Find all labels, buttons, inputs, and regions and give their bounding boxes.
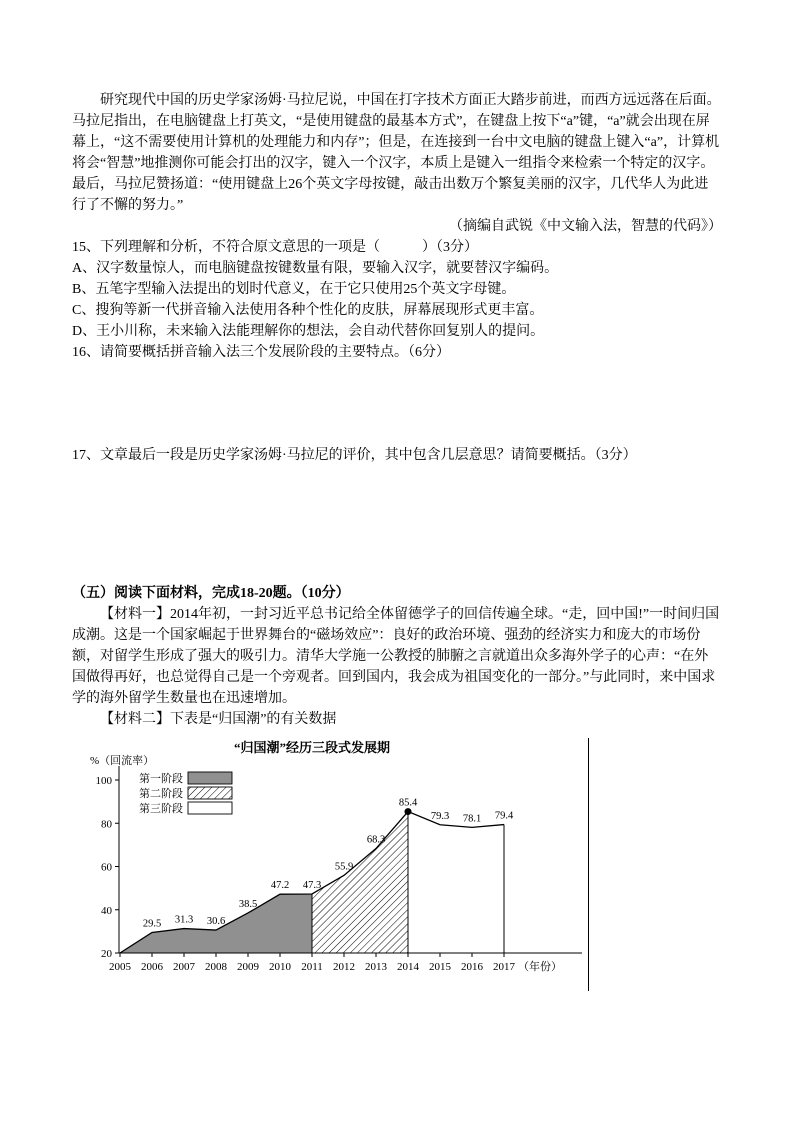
material-1-paragraph: 【材料一】2014年初，一封习近平总书记给全体留德学子的回信传遍全球。“走，回中国!”一时间归国成潮。这是一个国家崛起于世界舞台的“磁场效应”：良好的政治环境、强劲的经济实力和庞大的市场份额，对留学生形成了强大的吸引力。清华大学施一公教授的肺腑之言就道出众多海外学子的心声：“在外国做得再好，也总觉得自己是一个旁观者。回到国内，我会成为祖国变化的一部分。”与此同时，来中国求学的海外留学生数量也在迅速增加。 — [72, 607, 720, 706]
section-5-heading: （五）阅读下面材料，完成18-20题。（10分） — [72, 586, 350, 601]
svg-text:78.1: 78.1 — [462, 813, 482, 825]
svg-text:29.5: 29.5 — [142, 918, 162, 930]
svg-text:2014: 2014 — [397, 961, 419, 973]
svg-text:第二阶段: 第二阶段 — [139, 788, 183, 800]
svg-text:38.5: 38.5 — [238, 898, 258, 910]
svg-text:2006: 2006 — [141, 961, 163, 973]
svg-text:第三阶段: 第三阶段 — [139, 803, 183, 815]
svg-text:2015: 2015 — [429, 961, 451, 973]
material-2-paragraph: 【材料二】下表是“归国潮”的有关数据 — [100, 712, 337, 727]
question-15-option-a: A、汉字数量惊人，而电脑键盘按键数量有限，要输入汉字，就要替汉字编码。 — [72, 261, 559, 276]
svg-text:2016: 2016 — [461, 961, 483, 973]
question-16: 16、请简要概括拼音输入法三个发展阶段的主要特点。（6分） — [72, 345, 450, 360]
svg-text:2011: 2011 — [301, 961, 323, 973]
question-15-option-d: D、王小川称，未来输入法能理解你的想法，会自动代替你回复别人的提问。 — [72, 324, 545, 339]
svg-text:20: 20 — [101, 948, 112, 960]
svg-text:2009: 2009 — [237, 961, 259, 973]
returnee-rate-chart — [84, 738, 589, 984]
svg-text:2010: 2010 — [269, 961, 291, 973]
svg-text:（年份）: （年份） — [518, 961, 562, 973]
svg-text:68.3: 68.3 — [366, 834, 386, 846]
svg-text:79.3: 79.3 — [430, 810, 450, 822]
returnee-rate-chart-figure — [84, 738, 589, 991]
svg-text:31.3: 31.3 — [174, 914, 194, 926]
question-17: 17、文章最后一段是历史学家汤姆·马拉尼的评价，其中包含几层意思？请简要概括。（3分） — [72, 448, 637, 463]
question-15-option-b: B、五笔字型输入法提出的划时代意义，在于它只使用25个英文字母键。 — [72, 282, 516, 297]
passage-attribution: （摘编自武锐《中文输入法，智慧的代码》） — [449, 219, 722, 234]
svg-text:85.4: 85.4 — [398, 797, 418, 809]
svg-text:2005: 2005 — [109, 961, 131, 973]
svg-text:%（回流率）: %（回流率） — [90, 755, 155, 767]
reading-passage-paragraph: 研究现代中国的历史学家汤姆·马拉尼说，中国在打字技术方面正大踏步前进，而西方远远落在后面。马拉尼指出，在电脑键盘上打英文，“是使用键盘的最基本方式”，在键盘上按下“a”键，“a”就会出现在屏幕上，“这不需要使用计算机的处理能力和内存”；但是，在连接到一台中文电脑的键盘上键入“a”，计算机将会“智慧”地推测你可能会打出的汉字，键入一个汉字，本质上是键入一组指令来检索一个特定的汉字。最后，马拉尼赞扬道：“使用键盘上26个英文字母按键，敲击出数万个繁复美丽的汉字，几代华人为此进行了不懈的努力。” — [72, 93, 721, 213]
svg-text:55.9: 55.9 — [334, 861, 354, 873]
answer-space-17 — [72, 466, 722, 583]
svg-text:47.3: 47.3 — [302, 879, 322, 891]
svg-text:47.2: 47.2 — [270, 880, 290, 892]
svg-text:第一阶段: 第一阶段 — [139, 773, 183, 785]
svg-text:2013: 2013 — [365, 961, 387, 973]
svg-text:100: 100 — [95, 775, 112, 787]
svg-text:2008: 2008 — [205, 961, 227, 973]
svg-text:30.6: 30.6 — [206, 916, 226, 928]
svg-text:2007: 2007 — [173, 961, 195, 973]
question-15-option-c: C、搜狗等新一代拼音输入法使用各种个性化的皮肤，屏幕展现形式更丰富。 — [72, 303, 544, 318]
question-15: 15、下列理解和分析，不符合原文意思的一项是（ ）（3分） — [72, 240, 478, 255]
svg-text:2017: 2017 — [493, 961, 515, 973]
svg-text:79.4: 79.4 — [494, 810, 514, 822]
svg-text:60: 60 — [101, 861, 112, 874]
svg-text:40: 40 — [101, 904, 112, 917]
svg-text:2012: 2012 — [333, 961, 355, 973]
answer-space-16 — [72, 363, 722, 445]
svg-text:80: 80 — [101, 818, 112, 831]
svg-text:“归国潮”经历三段式发展期: “归国潮”经历三段式发展期 — [233, 740, 391, 755]
